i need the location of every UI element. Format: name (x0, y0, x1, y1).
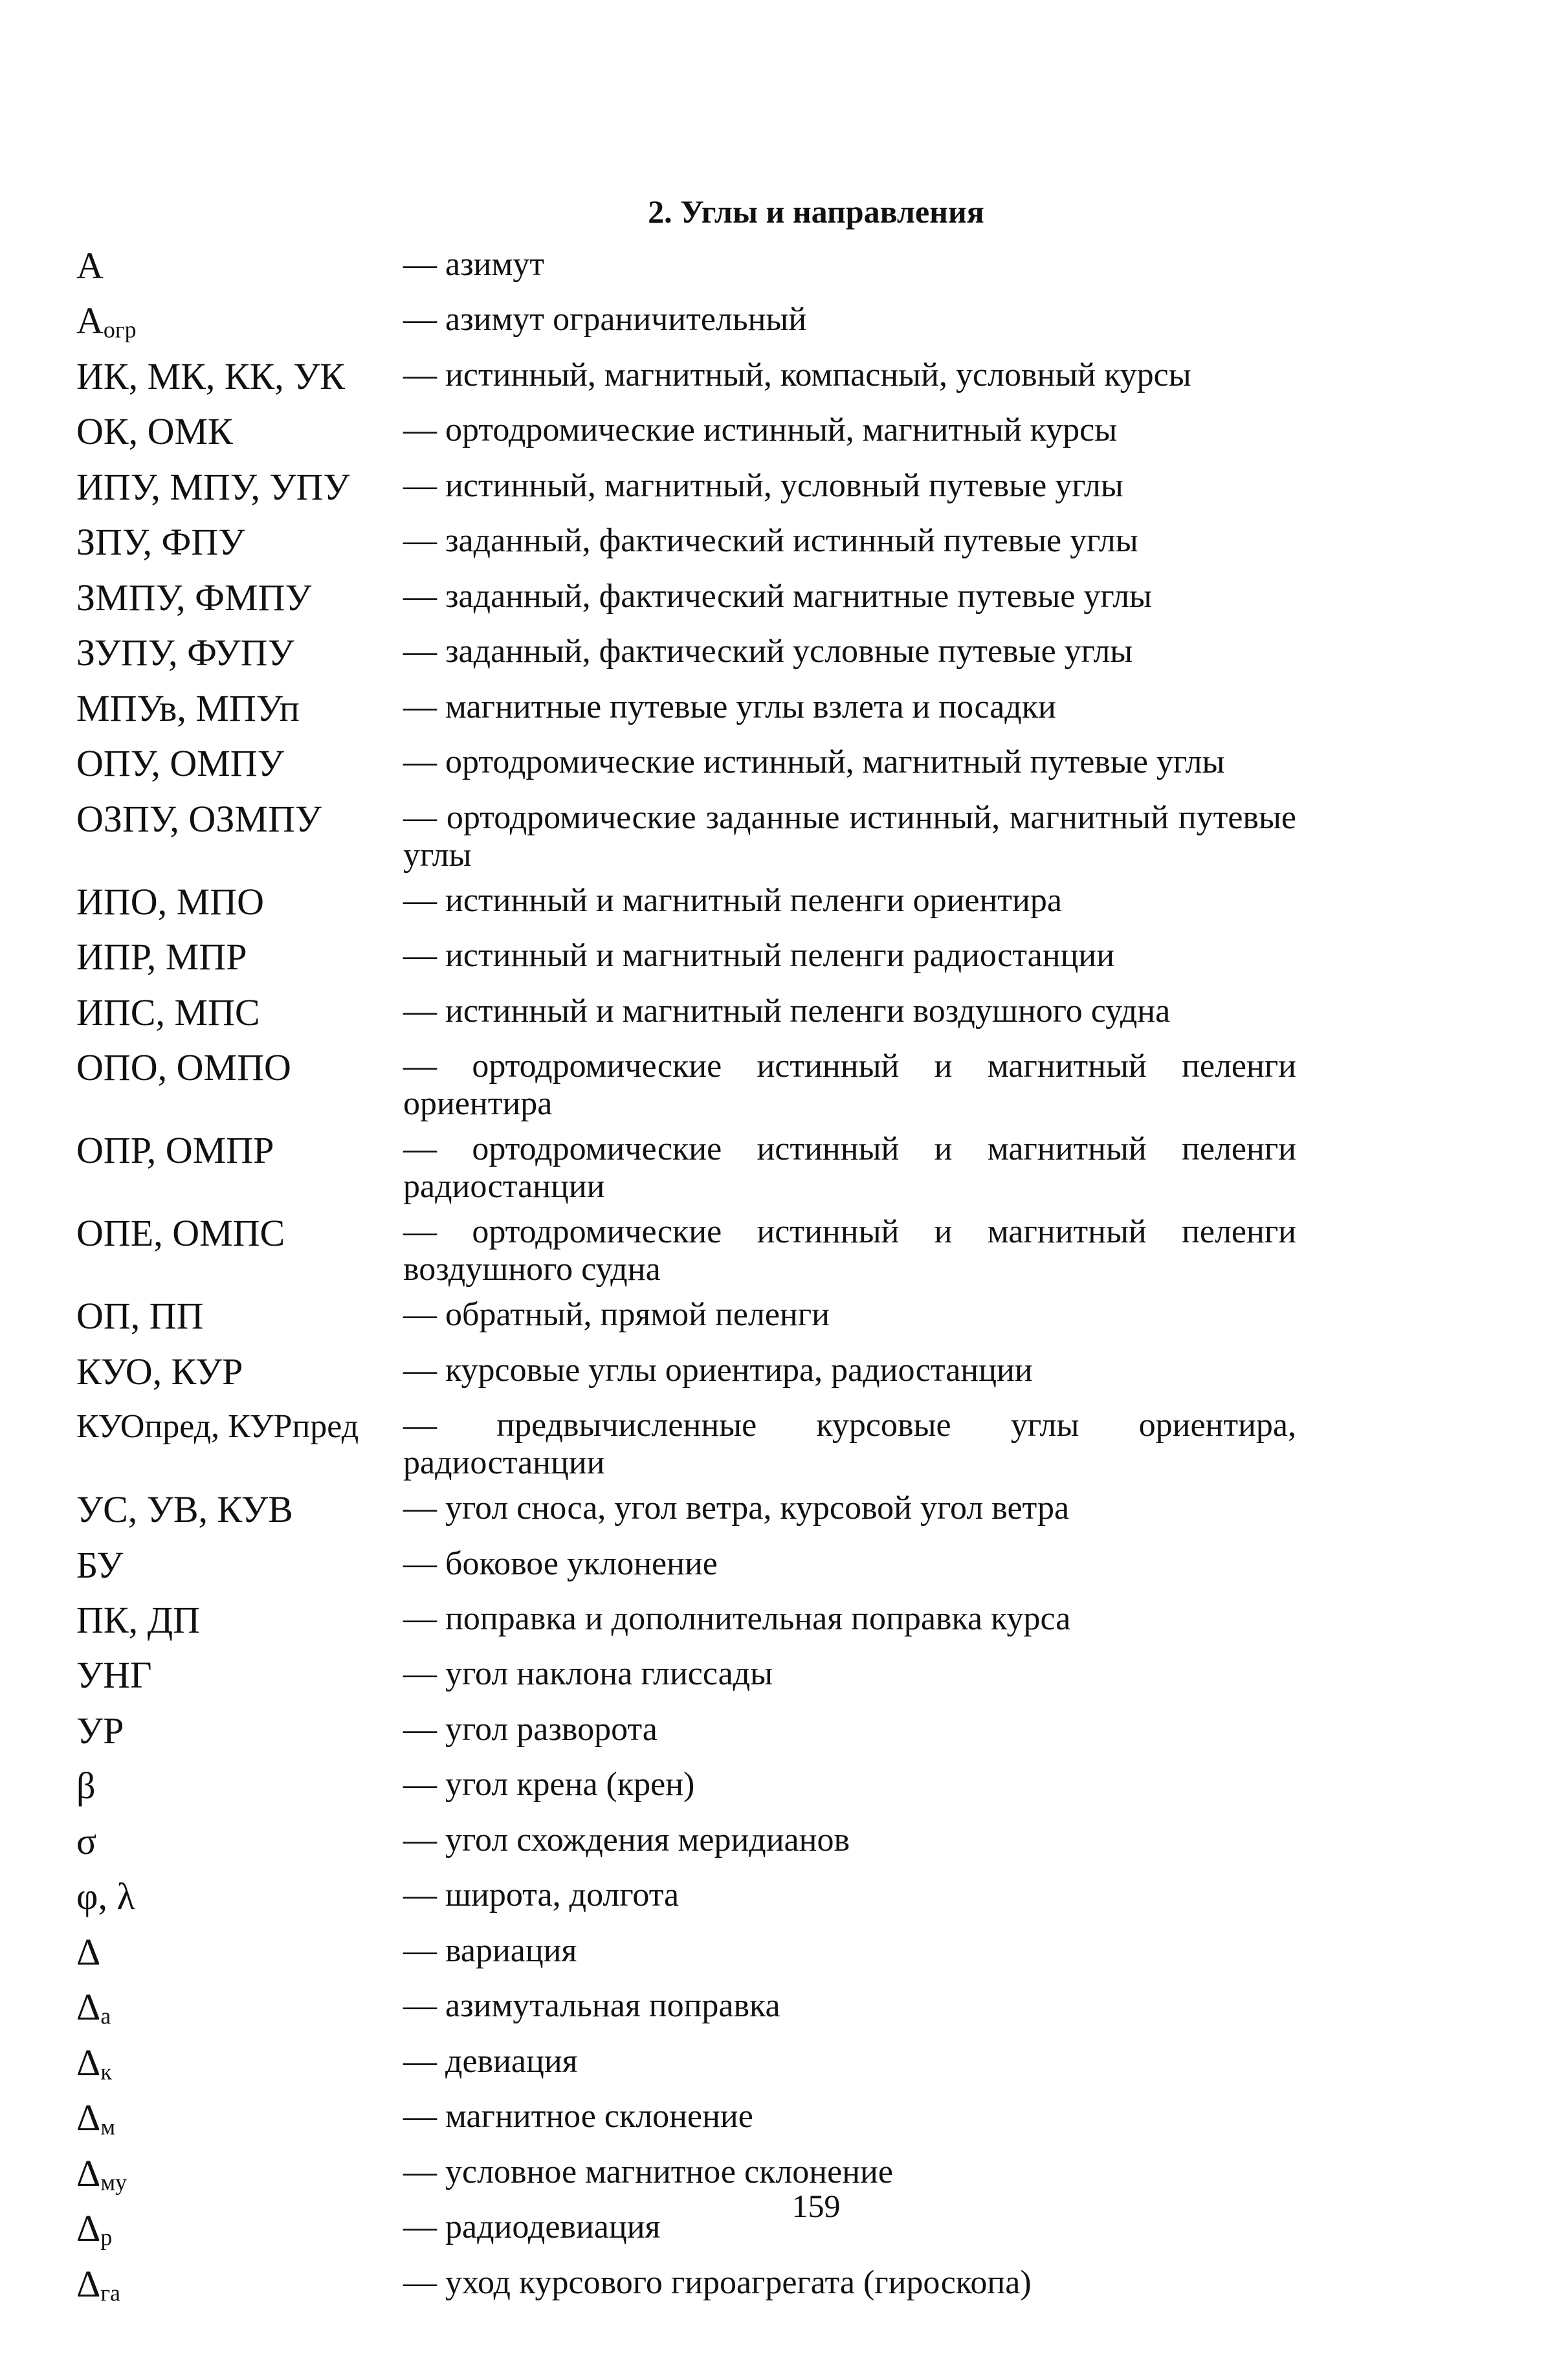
list-item (76, 1987, 1296, 2034)
list-item (76, 1711, 1296, 1758)
list-item (76, 2043, 1296, 2090)
definition: — обратный, прямой пеленги (403, 1296, 830, 1334)
definition: — угол крена (крен) (403, 1766, 695, 1803)
list-item (76, 412, 1296, 459)
list-item (76, 357, 1296, 404)
list-item (76, 1545, 1296, 1592)
definition: — широта, долгота (403, 1877, 680, 1914)
abbreviation: ИПС, МПС (76, 991, 260, 1033)
abbreviation: φ, λ (76, 1875, 135, 1918)
definition: — ортодромические заданные истинный, магнитный путевые углы (403, 799, 1296, 874)
abbreviation-subscript: м (100, 2113, 116, 2140)
definition: — азимут ограничительный (403, 301, 807, 338)
abbreviation: Δ (76, 2207, 101, 2250)
definition: — вариация (403, 1932, 577, 1969)
page-number: 159 (791, 2188, 841, 2224)
abbreviation: ОПЕ, ОМПС (76, 1212, 285, 1255)
abbreviation: Δ (76, 2262, 101, 2305)
abbreviation: ОПО, ОМПО (76, 1046, 291, 1089)
list-item (76, 2098, 1296, 2145)
abbreviation: МПУв, МПУп (76, 687, 300, 729)
definition: — истинный и магнитный пеленги воздушного судна (403, 992, 1171, 1030)
list-item (76, 1130, 1296, 1206)
list-item (76, 1352, 1296, 1399)
definition: — азимутальная поправка (403, 1987, 780, 2025)
list-item (76, 246, 1296, 293)
abbreviation: КУО, КУР (76, 1350, 243, 1393)
list-item (76, 2264, 1296, 2311)
abbreviation: ПК, ДП (76, 1598, 201, 1641)
abbreviation: Δ (76, 1986, 101, 2029)
abbreviation: ЗУПУ, ФУПУ (76, 632, 294, 674)
abbreviation-subscript: а (100, 2003, 111, 2029)
list-item (76, 1655, 1296, 1702)
abbreviation-subscript: к (100, 2058, 112, 2085)
abbreviation: ИПР, МПР (76, 936, 247, 978)
definition: — магнитное склонение (403, 2098, 753, 2135)
definition: — поправка и дополнительная поправка курса (403, 1600, 1071, 1637)
definition: — азимут (403, 246, 545, 283)
abbreviation: А (76, 245, 104, 287)
list-item (76, 1490, 1296, 1537)
list-item (76, 1600, 1296, 1647)
list-item (76, 578, 1296, 625)
list-item (76, 1877, 1296, 1924)
abbreviation: ЗПУ, ФПУ (76, 521, 245, 564)
definition: — истинный, магнитный, компасный, условный курсы (403, 356, 1191, 393)
list-item (76, 689, 1296, 736)
list-item (76, 1932, 1296, 1979)
abbreviation: Δ (76, 2152, 101, 2194)
definition: — угол схождения меридианов (403, 1821, 850, 1858)
section-title: 2. Углы и направления (648, 193, 984, 230)
definition: — ортодромические истинный и магнитный пеленги воздушного судна (403, 1213, 1296, 1288)
abbreviation: Δ (76, 2097, 101, 2139)
definition: — магнитные путевые углы взлета и посадки (403, 688, 1056, 725)
abbreviation: БУ (76, 1543, 124, 1586)
abbreviation: КУОпред, КУРпред (76, 1408, 359, 1446)
list-item (76, 1048, 1296, 1123)
abbreviation: УС, УВ, КУВ (76, 1488, 293, 1531)
definition: — ортодромические истинный, магнитный путевые углы (403, 744, 1225, 781)
abbreviation-subscript: му (100, 2169, 127, 2196)
list-item (76, 633, 1296, 680)
list-item (76, 744, 1296, 791)
list-item (76, 467, 1296, 514)
abbreviation: ОЗПУ, ОЗМПУ (76, 797, 322, 840)
abbreviation: ОП, ПП (76, 1295, 204, 1338)
definition: — предвычисленные курсовые углы ориентира, радиостанции (403, 1407, 1296, 1482)
list-item (76, 1407, 1296, 1482)
definition: — угол сноса, угол ветра, курсовой угол ветра (403, 1490, 1070, 1527)
abbreviation: ОПР, ОМПР (76, 1129, 274, 1172)
abbreviation: Δ (76, 2041, 101, 2084)
definition: — курсовые углы ориентира, радиостанции (403, 1351, 1033, 1389)
definition: — угол наклона глиссады (403, 1655, 773, 1693)
abbreviation: β (76, 1765, 96, 1807)
abbreviation: УНГ (76, 1654, 152, 1697)
definition: — девиация (403, 2042, 578, 2080)
list-item (76, 1213, 1296, 1288)
definition: — заданный, фактический истинный путевые углы (403, 522, 1138, 560)
definition: — истинный и магнитный пеленги радиостанции (403, 937, 1115, 975)
abbreviation: Δ (76, 1930, 101, 1973)
definition: — истинный и магнитный пеленги ориентира (403, 881, 1062, 919)
definition: — радиодевиация (403, 2209, 661, 2246)
abbreviation: ОК, ОМК (76, 410, 233, 453)
abbreviation: ОПУ, ОМПУ (76, 742, 284, 785)
abbreviation: ИПО, МПО (76, 880, 264, 923)
abbreviation: ИК, МК, КК, УК (76, 355, 345, 397)
list-item (76, 1766, 1296, 1813)
list-item (76, 301, 1296, 348)
definition: — угол разворота (403, 1710, 658, 1748)
definition: — боковое уклонение (403, 1545, 718, 1582)
list-item (76, 1296, 1296, 1343)
definition: — ортодромические истинный и магнитный пеленги радиостанции (403, 1130, 1296, 1206)
abbreviation-subscript: р (100, 2224, 113, 2251)
definition: — заданный, фактический магнитные путевые углы (403, 577, 1152, 615)
list-item (76, 799, 1296, 874)
definition: — условное магнитное склонение (403, 2153, 893, 2190)
abbreviation-list (76, 246, 1296, 2319)
abbreviation: ИПУ, МПУ, УПУ (76, 465, 350, 508)
list-item (76, 937, 1296, 984)
definition: — истинный, магнитный, условный путевые углы (403, 467, 1123, 504)
abbreviation: УР (76, 1709, 124, 1752)
abbreviation-subscript: огр (103, 316, 137, 343)
list-item (76, 1822, 1296, 1869)
abbreviation: ЗМПУ, ФМПУ (76, 576, 312, 619)
abbreviation: А (76, 300, 104, 342)
list-item (76, 993, 1296, 1040)
list-item (76, 522, 1296, 569)
definition: — ортодромические истинный, магнитный курсы (403, 412, 1118, 449)
definition: — ортодромические истинный и магнитный пеленги ориентира (403, 1048, 1296, 1123)
definition: — уход курсового гироагрегата (гироскопа) (403, 2264, 1032, 2301)
definition: — заданный, фактический условные путевые углы (403, 633, 1133, 670)
abbreviation-subscript: га (100, 2280, 121, 2306)
abbreviation: σ (76, 1820, 97, 1862)
list-item (76, 882, 1296, 929)
